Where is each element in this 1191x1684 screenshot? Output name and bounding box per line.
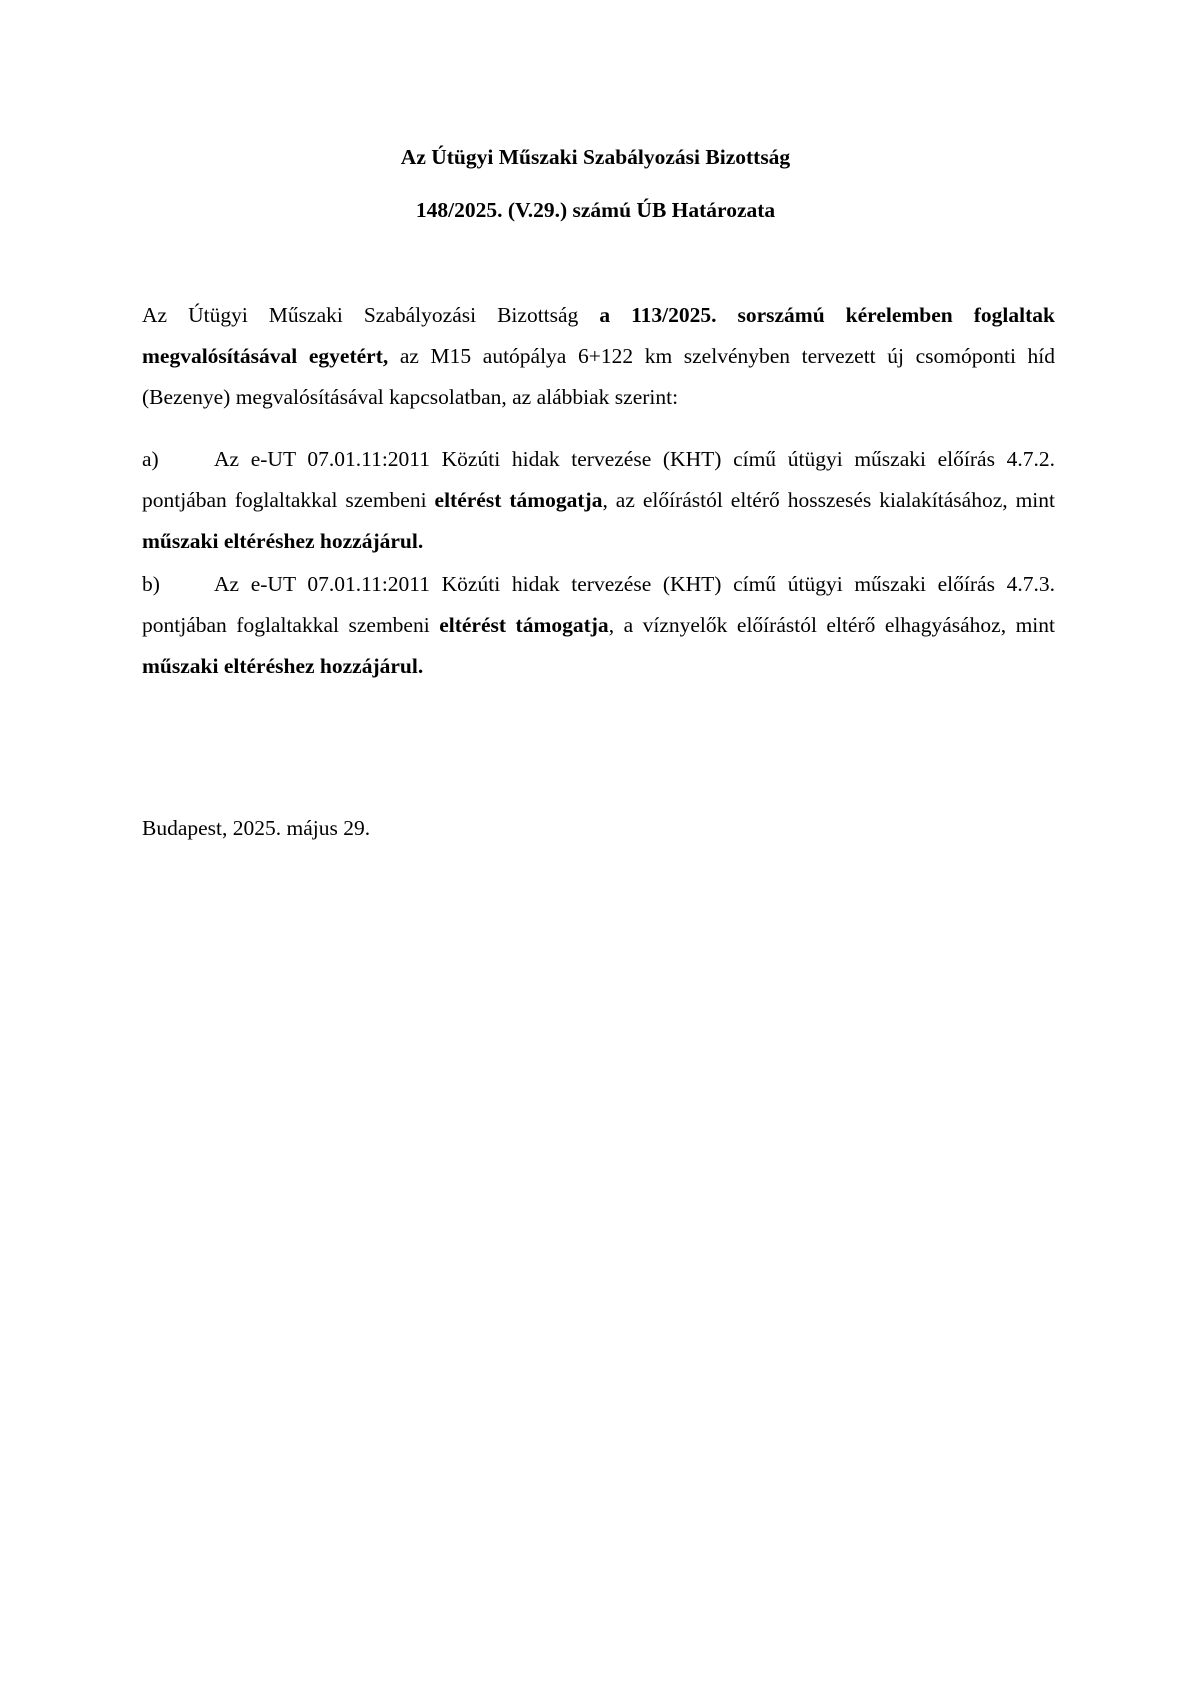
- place-and-date: Budapest, 2025. május 29.: [142, 816, 371, 840]
- intro-text-end: az M15 autópálya 6+122 km szelvényben tervezett új csomóponti híd (Bezenye) megvalósításával kapcsolatban, az alábbiak szerint:: [142, 344, 1055, 409]
- list-item-text: Az e-UT 07.01.11:2011 Közúti hidak tervezése (KHT) című útügyi műszaki előírás 4.7.2. pontjában foglaltakkal szembeni: [142, 447, 1055, 512]
- document-title-committee: Az Útügyi Műszaki Szabályozási Bizottság: [400, 145, 791, 169]
- list-item: [142, 439, 1055, 562]
- intro-text-start: Az Útügyi Műszaki Szabályozási Bizottság: [142, 303, 600, 327]
- intro-paragraph: [142, 295, 1055, 418]
- list-item-bold-consent: műszaki eltéréshez hozzájárul.: [142, 654, 424, 678]
- list-item-marker: a): [142, 447, 159, 471]
- list-item-text: , a víznyelők előírástól eltérő elhagyásához, mint: [608, 613, 1055, 637]
- list-item: [142, 564, 1055, 687]
- list-item-text: , az előírástól eltérő hosszesés kialakításához, mint: [602, 488, 1055, 512]
- list-item-bold-support: eltérést támogatja: [439, 613, 609, 637]
- list-item-marker: b): [142, 572, 160, 596]
- list-item-text: Az e-UT 07.01.11:2011 Közúti hidak tervezése (KHT) című útügyi műszaki előírás 4.7.3. pontjában foglaltakkal szembeni: [142, 572, 1055, 637]
- document-title-resolution: 148/2025. (V.29.) számú ÚB Határozata: [415, 198, 776, 222]
- intro-bold-decision: a 113/2025. sorszámú kérelemben foglaltak megvalósításával egyetért,: [142, 303, 1055, 368]
- list-item-bold-support: eltérést támogatja: [434, 488, 603, 512]
- list-item-bold-consent: műszaki eltéréshez hozzájárul.: [142, 529, 424, 553]
